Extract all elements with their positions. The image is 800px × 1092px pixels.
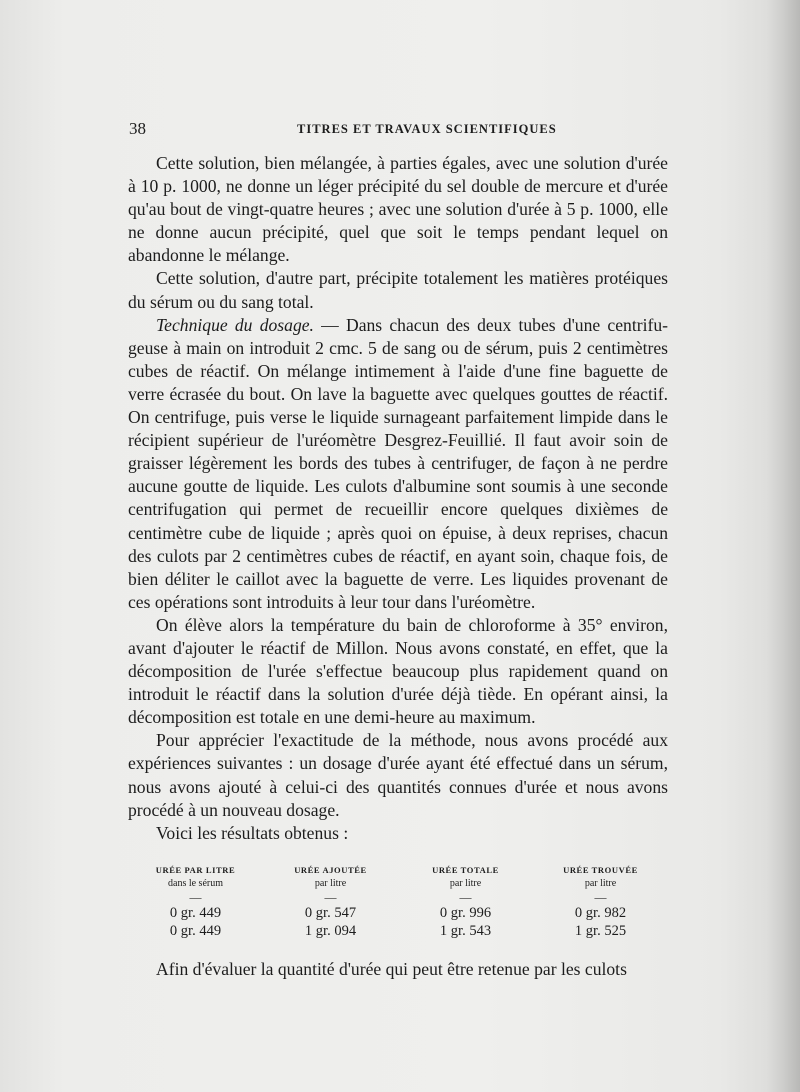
table-row	[128, 904, 668, 922]
running-title: TITRES ET TRAVAUX SCIENTIFIQUES	[297, 122, 557, 136]
table-cell: 0 gr. 449	[169, 923, 222, 939]
table-header-row	[128, 864, 668, 890]
table-cell: 1 gr. 094	[304, 923, 357, 939]
table-row	[128, 922, 668, 940]
results-table	[128, 864, 668, 940]
page-number: 38	[129, 119, 146, 138]
paragraph-accuracy: Pour apprécier l'exactitude de la méthode, nous avons procédé aux expériences suivantes : un dosage d'urée ayant été effectué dans un sérum, nous avons ajouté à celui-ci des quantités connues d'urée et nous avons procédé à un nouveau dosage.	[128, 730, 668, 820]
table-cell: 1 gr. 525	[574, 923, 627, 939]
body-text	[128, 152, 668, 845]
separator-dash: —	[459, 890, 472, 904]
table-cell: 0 gr. 449	[169, 905, 222, 921]
column-header: URÉE PAR LITRE dans le sérum	[155, 865, 236, 889]
separator-dash: —	[324, 890, 337, 904]
table-cell: 0 gr. 982	[574, 905, 627, 921]
running-head	[129, 119, 669, 139]
table-cell: 1 gr. 543	[439, 923, 492, 939]
paragraph-technique	[128, 314, 668, 614]
paragraph-temperature: On élève alors la température du bain de chloroforme à 35° environ, avant d'ajouter le réactif de Millon. Nous avons constaté, en effet, que la décomposition de l'urée s'effectue beaucoup plus rapidement quand on introduit le réactif dans la solution d'urée déjà tiède. En opérant ainsi, la décomposition est totale en une demi-heure au maximum.	[128, 614, 668, 728]
section-title-technique: Technique du dosage.	[156, 314, 314, 335]
separator-dash: —	[594, 890, 607, 904]
paragraph-protein-precipitation: Cette solution, d'autre part, précipite totalement les matières protéiques du sérum ou du sang total.	[128, 268, 668, 312]
column-header: URÉE TOTALE par litre	[432, 865, 499, 889]
page-gutter-shadow	[766, 0, 800, 1092]
paragraph-results-intro: Voici les résultats obtenus :	[156, 822, 349, 843]
column-header: URÉE AJOUTÉE par litre	[294, 865, 367, 889]
table-cell: 0 gr. 547	[304, 905, 357, 921]
paragraph-closing: Afin d'évaluer la quantité d'urée qui peut être retenue par les culots	[156, 959, 627, 979]
paragraph-solution-mixture: Cette solution, bien mélangée, à parties égales, avec une solution d'urée à 10 p. 1000, ne donne un léger précipité du sel double de mercure et d'urée qu'au bout de vingt-quatre heures ; avec une solution d'urée à 5 p. 1000, elle ne donne aucun précipité, quel que soit le temps pendant lequel on abandonne le mélange.	[128, 153, 668, 266]
separator-row	[128, 890, 668, 904]
separator-dash: —	[189, 890, 202, 904]
table-cell: 0 gr. 996	[439, 905, 492, 921]
column-header: URÉE TROUVÉE par litre	[563, 865, 638, 889]
technique-text: — Dans chacun des deux tubes d'une centrifugeuse à main on introduit 2 cmc. 5 de sang ou de sérum, puis 2 centimètres cubes de réactif. On mélange intimement à l'aide d'une fine baguette de verre écrasée du bout. On lave la baguette avec quelques gouttes de réactif. On centrifuge, puis verse le liquide surnageant parfaitement limpide dans le récipient supérieur de l'uréomètre Desgrez-Feuillié. Il faut avoir soin de graisser légèrement les bords des tubes à centrifuger, de façon à ne perdre aucune goutte de liquide. Les culots d'albumine sont soumis à une seconde centrifugation qui permet de recueillir encore quelques dixièmes de centimètre cube de liquide ; après quoi on épuise, à deux reprises, chacun des culots par 2 centimètres cubes de réactif, en ayant soin, chaque fois, de bien déliter le caillot avec la baguette de verre. Les liquides provenant de ces opérations sont introduits à leur tour dans l'uréomètre.	[128, 314, 668, 612]
